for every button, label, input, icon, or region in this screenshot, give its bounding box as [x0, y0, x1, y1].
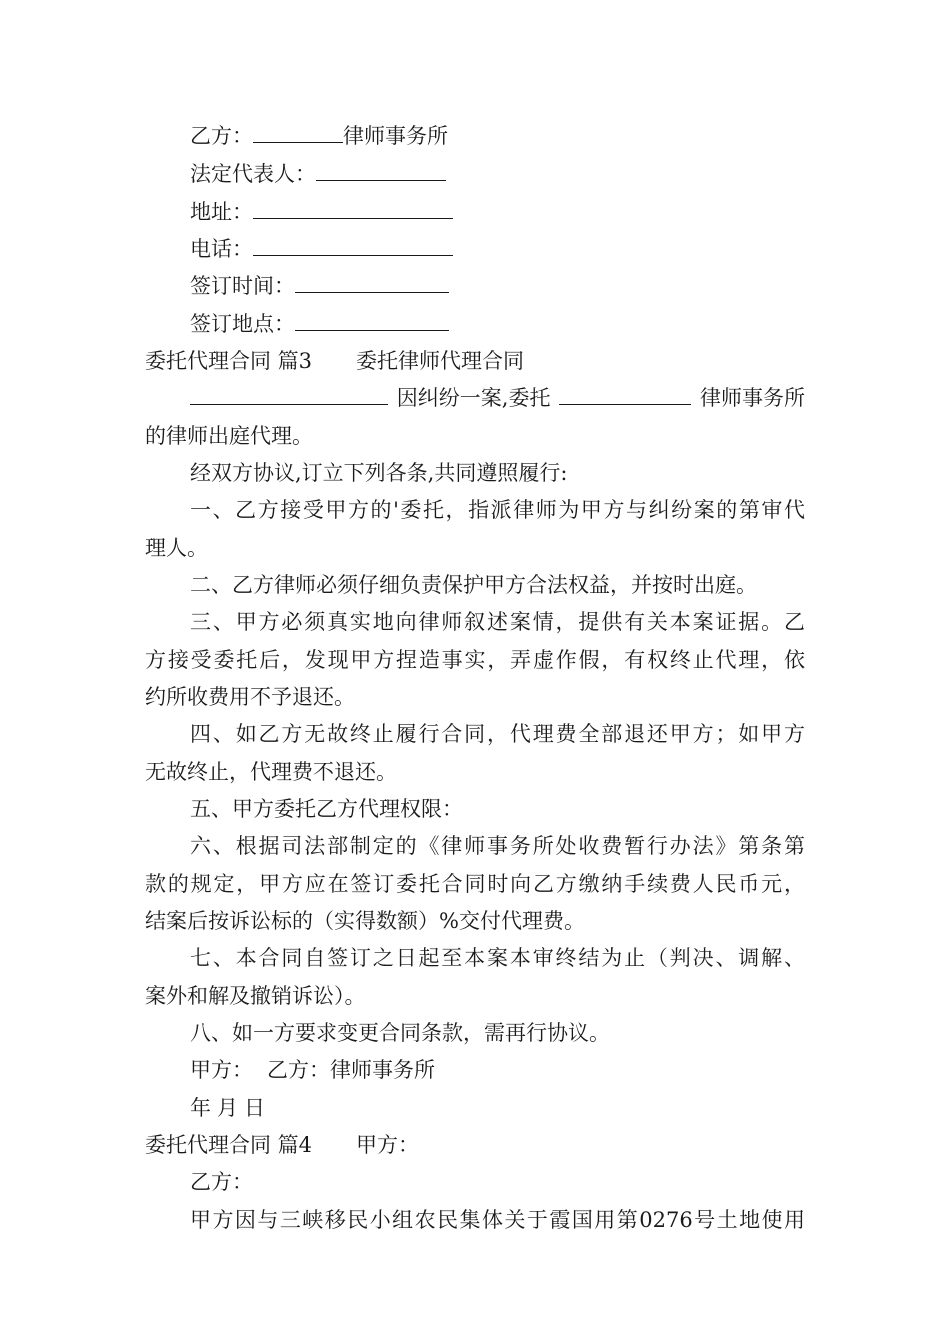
phone-label: 电话：	[190, 237, 253, 261]
clause4-line1: 四、如乙方无故终止履行合同，代理费全部退还甲方；如甲方	[190, 722, 805, 746]
case-party-blank	[190, 384, 388, 405]
section4-heading: 委托代理合同 篇4	[145, 1133, 313, 1157]
clause6-line2: 款的规定，甲方应在签订委托合同时向乙方缴纳手续费人民币元，	[145, 872, 805, 896]
date-year: 年	[190, 1096, 211, 1120]
clause6-line3: 结案后按诉讼标的（实得数额）%交付代理费。	[145, 909, 585, 933]
section4-party-b: 乙方：	[190, 1170, 253, 1194]
clause1-line1: 一、乙方接受甲方的'委托，指派律师为甲方与纠纷案的第审代	[190, 498, 805, 522]
section4-heading-line	[145, 1131, 419, 1159]
clause7-line2: 案外和解及撤销诉讼）。	[145, 984, 366, 1008]
party-b-label: 乙方：	[190, 124, 253, 148]
section3-intro-a: 因纠纷一案,委托	[396, 386, 551, 410]
phone-line	[190, 235, 453, 263]
legal-rep-blank	[316, 160, 446, 181]
section3-heading: 委托代理合同 篇3	[145, 349, 313, 373]
section3-intro-cont: 的律师出庭代理。	[145, 424, 313, 448]
section3-date	[190, 1094, 265, 1122]
address-line	[190, 198, 453, 226]
clause6-line1: 六、根据司法部制定的《律师事务所处收费暂行办法》第条第	[190, 834, 805, 858]
address-blank	[253, 198, 453, 219]
clause1-line2: 理人。	[145, 536, 208, 560]
clause5: 五、甲方委托乙方代理权限：	[190, 797, 463, 821]
clause8: 八、如一方要求变更合同条款，需再行协议。	[190, 1021, 610, 1045]
section3-agree: 经双方协议,订立下列各条,共同遵照履行:	[190, 461, 568, 485]
sign-time-label: 签订时间：	[190, 274, 295, 298]
party-b-suffix: 律师事务所	[343, 124, 448, 148]
clause2: 二、乙方律师必须仔细负责保护甲方合法权益，并按时出庭。	[190, 573, 757, 597]
section3-party-b: 乙方：律师事务所	[267, 1058, 435, 1082]
section3-heading-line	[145, 347, 524, 375]
date-day: 日	[244, 1096, 265, 1120]
sign-place-label: 签订地点：	[190, 312, 295, 336]
phone-blank	[253, 235, 453, 256]
date-month: 月	[217, 1096, 238, 1120]
clause3-line1: 三、甲方必须真实地向律师叙述案情，提供有关本案证据。乙	[190, 610, 805, 634]
section3-intro-b: 律师事务所	[699, 386, 805, 410]
legal-rep-label: 法定代表人：	[190, 162, 316, 186]
clause3-line3: 约所收费用不予退还。	[145, 685, 355, 709]
sign-time-line	[190, 272, 449, 300]
address-label: 地址：	[190, 200, 253, 224]
section3-party-a: 甲方：	[190, 1058, 253, 1082]
firm-blank	[559, 384, 691, 405]
clause7-line1: 七、本合同自签订之日起至本案本审终结为止（判决、调解、	[190, 946, 805, 970]
sign-place-blank	[295, 310, 449, 331]
clause3-line2: 方接受委托后，发现甲方捏造事实，弄虚作假，有权终止代理，依	[145, 648, 805, 672]
section3-signatures	[190, 1056, 435, 1084]
section4-paragraph1: 甲方因与三峡移民小组农民集体关于霞国用第0276号土地使用	[190, 1208, 805, 1232]
section4-party-a: 甲方：	[356, 1133, 420, 1157]
section3-intro-line	[190, 384, 805, 412]
sign-time-blank	[295, 272, 449, 293]
party-b-blank	[253, 122, 343, 143]
party-b-line	[190, 122, 448, 150]
section3-subtitle: 委托律师代理合同	[356, 349, 525, 373]
sign-place-line	[190, 310, 449, 338]
clause4-line2: 无故终止，代理费不退还。	[145, 760, 397, 784]
legal-rep-line	[190, 160, 446, 188]
